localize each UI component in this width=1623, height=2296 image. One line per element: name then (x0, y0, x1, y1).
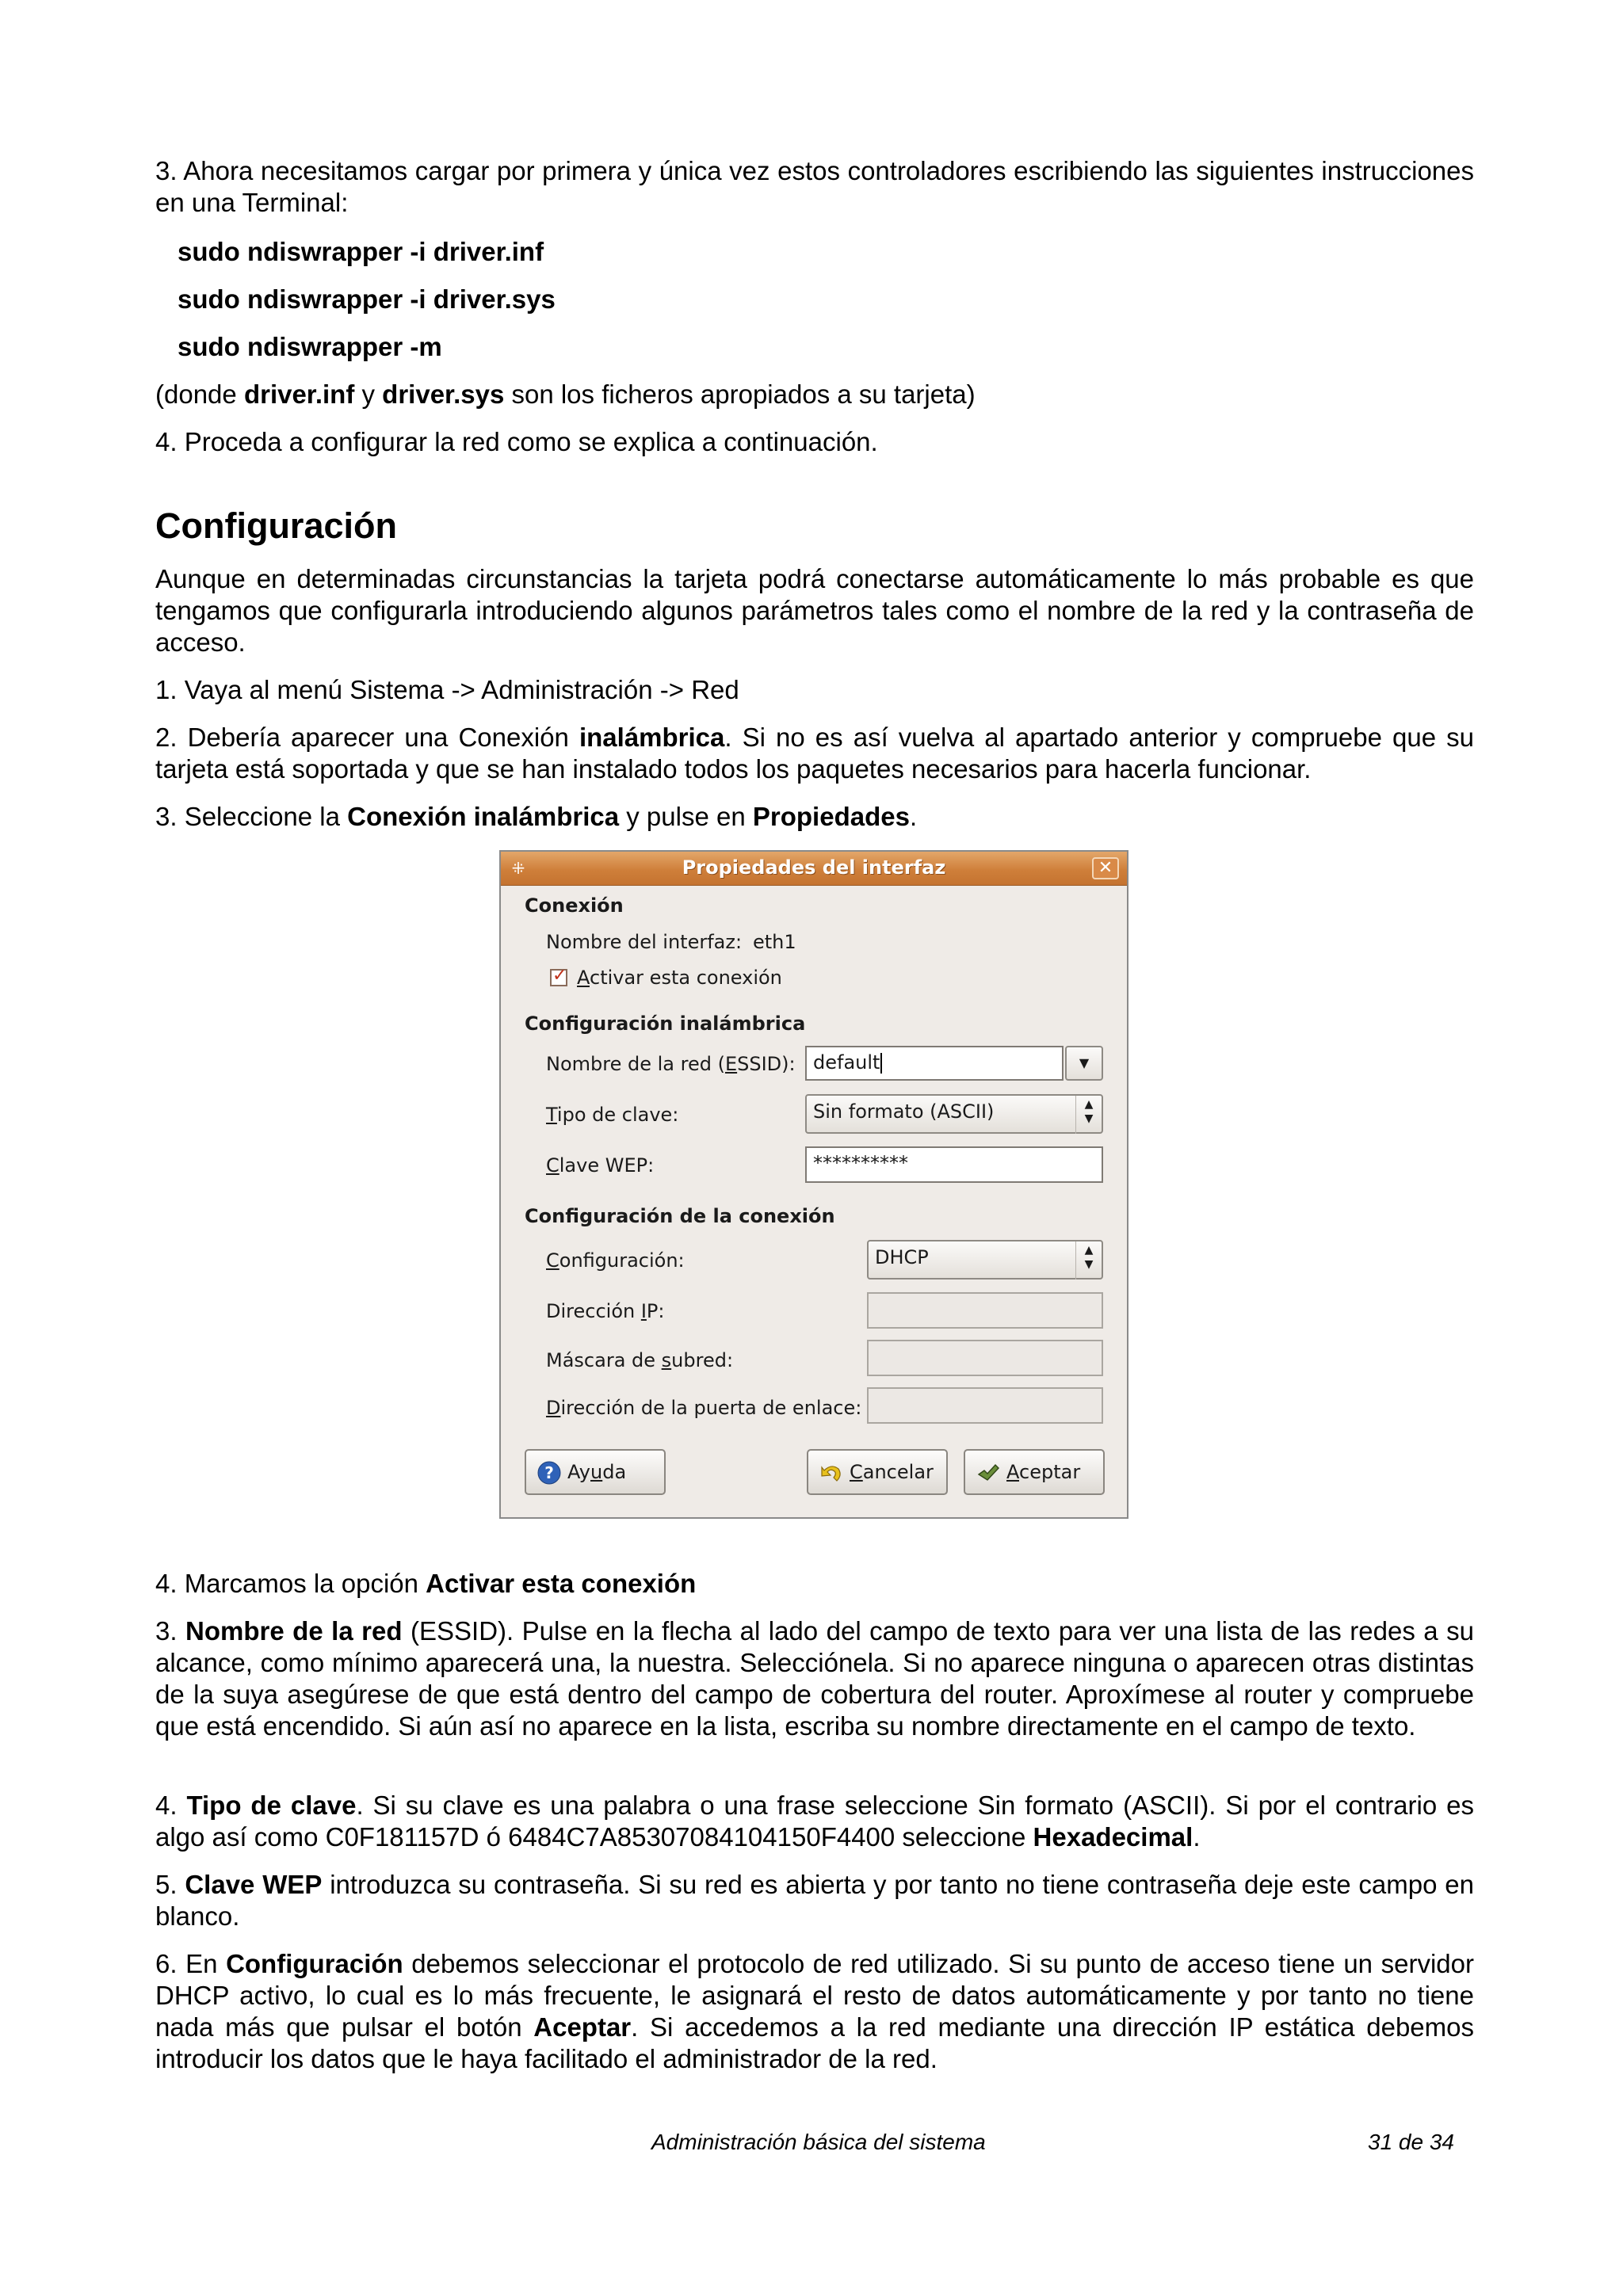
step4-text: 4. Proceda a configurar la red como se explica a continuación. (155, 427, 878, 456)
interface-properties-dialog (499, 850, 1128, 1519)
ip-address-label: Dirección IP: (546, 1300, 665, 1322)
help-button[interactable]: ? Ayuda (525, 1449, 666, 1495)
spin-arrows-icon: ▲ ▼ (1075, 1096, 1102, 1134)
subnet-mask-label: Máscara de subred: (546, 1349, 734, 1371)
detail-configuration: 6. En Configuración debemos seleccionar el protocolo de red utilizado. Si su punto de acceso tiene un servidor DHCP activo, lo cual es lo más frecuente, le asignará el resto de datos automáticamente y por tanto no tiene nada más que pulsar el botón Aceptar. Si accedemos a la red mediante una dirección IP estática debemos introducir los datos que le haya facilitado el administrador de la red. (155, 1949, 1474, 2073)
activate-connection-checkbox[interactable] (550, 969, 567, 986)
connection-config-section-title: Configuración de la conexión (525, 1205, 835, 1227)
activate-connection-label[interactable]: Activar esta conexión (577, 967, 782, 989)
connection-section-title: Conexión (525, 894, 624, 917)
config-intro: Aunque en determinadas circunstancias la tarjeta podrá conectarse automáticamente lo más probable es que tengamos que configurarla introduciendo algunos parámetros tales como el nombre de la red y la contraseña de acceso. (155, 564, 1474, 657)
command-line: sudo ndiswrapper -i driver.inf (178, 237, 544, 266)
section-heading: Configuración (155, 505, 397, 546)
config-step3: 3. Seleccione la Conexión inalámbrica y pulse en Propiedades. (155, 802, 918, 831)
driver-note: (donde driver.inf y driver.sys son los ficheros apropiados a su tarjeta) (155, 379, 976, 409)
essid-label: Nombre de la red (ESSID): (546, 1053, 796, 1075)
configuration-select[interactable]: DHCP ▲ ▼ (867, 1240, 1103, 1280)
help-icon (537, 1461, 561, 1485)
dialog-title: Propiedades del interfaz (682, 856, 946, 879)
apply-icon (976, 1461, 1000, 1485)
wireless-section-title: Configuración inalámbrica (525, 1013, 806, 1035)
close-icon[interactable]: ✕ (1092, 857, 1119, 879)
config-step1: 1. Vaya al menú Sistema -> Administración -> Red (155, 675, 739, 704)
dropdown-arrow-icon: ▼ (1079, 1055, 1090, 1070)
configuration-label: Configuración: (546, 1249, 685, 1272)
wep-key-input[interactable]: ********** (805, 1146, 1103, 1183)
spin-arrows-icon: ▲ ▼ (1075, 1241, 1102, 1280)
window-menu-icon[interactable]: ⁜ (511, 859, 525, 878)
dialog-titlebar (501, 852, 1127, 886)
essid-dropdown-button[interactable] (1065, 1046, 1103, 1081)
command-line: sudo ndiswrapper -m (178, 332, 442, 361)
footer-title: Administración básica del sistema (651, 2130, 986, 2154)
svg-text:?: ? (544, 1463, 554, 1482)
wep-key-label: Clave WEP: (546, 1154, 655, 1177)
detail-essid: 3. Nombre de la red (ESSID). Pulse en la flecha al lado del campo de texto para ver una lista de las redes a su alcance, como mínimo aparecerá una, la nuestra. Selecciónela. Si no aparece ninguna o aparecen otras distintas de la suya asegúrese de que está dentro del campo de cobertura del router. Aproxímese al router y compruebe que está encendido. Si aún así no aparece en la lista, escriba su nombre directamente en el campo de texto. (155, 1616, 1474, 1741)
detail-wep: 5. Clave WEP introduzca su contraseña. Si su red es abierta y por tanto no tiene contraseña deje este campo en blanco. (155, 1870, 1474, 1931)
ip-address-input[interactable] (867, 1292, 1103, 1329)
key-type-select[interactable]: Sin formato (ASCII) ▲ ▼ (805, 1094, 1103, 1134)
gateway-label: Dirección de la puerta de enlace: (546, 1397, 862, 1419)
gateway-input[interactable] (867, 1387, 1103, 1424)
interface-name-label: Nombre del interfaz: (546, 931, 743, 953)
command-line: sudo ndiswrapper -i driver.sys (178, 284, 556, 314)
essid-input[interactable]: default (805, 1046, 1064, 1081)
interface-name-value: eth1 (753, 931, 796, 953)
detail-key-type: 4. Tipo de clave. Si su clave es una palabra o una frase seleccione Sin formato (ASCII). Si por el contrario es algo así como C0F181157D ó 6484C7A85307084104150F4400 seleccione Hexadecimal. (155, 1791, 1474, 1852)
detail-step4: 4. Marcamos la opción Activar esta conexión (155, 1569, 697, 1598)
undo-icon (819, 1461, 843, 1485)
accept-button[interactable]: Aceptar (964, 1449, 1105, 1495)
subnet-mask-input[interactable] (867, 1340, 1103, 1376)
key-type-label: Tipo de clave: (546, 1104, 679, 1126)
cancel-button[interactable]: Cancelar (807, 1449, 948, 1495)
step3-intro: 3. Ahora necesitamos cargar por primera y única vez estos controladores escribiendo las siguientes instrucciones en una Terminal: (155, 156, 1474, 217)
config-step2: 2. Debería aparecer una Conexión inalámbrica. Si no es así vuelva al apartado anterior y compruebe que su tarjeta está soportada y que se han instalado todos los paquetes necesarios para hacerla funcionar. (155, 723, 1474, 784)
page-number: 31 de 34 (1368, 2130, 1454, 2154)
